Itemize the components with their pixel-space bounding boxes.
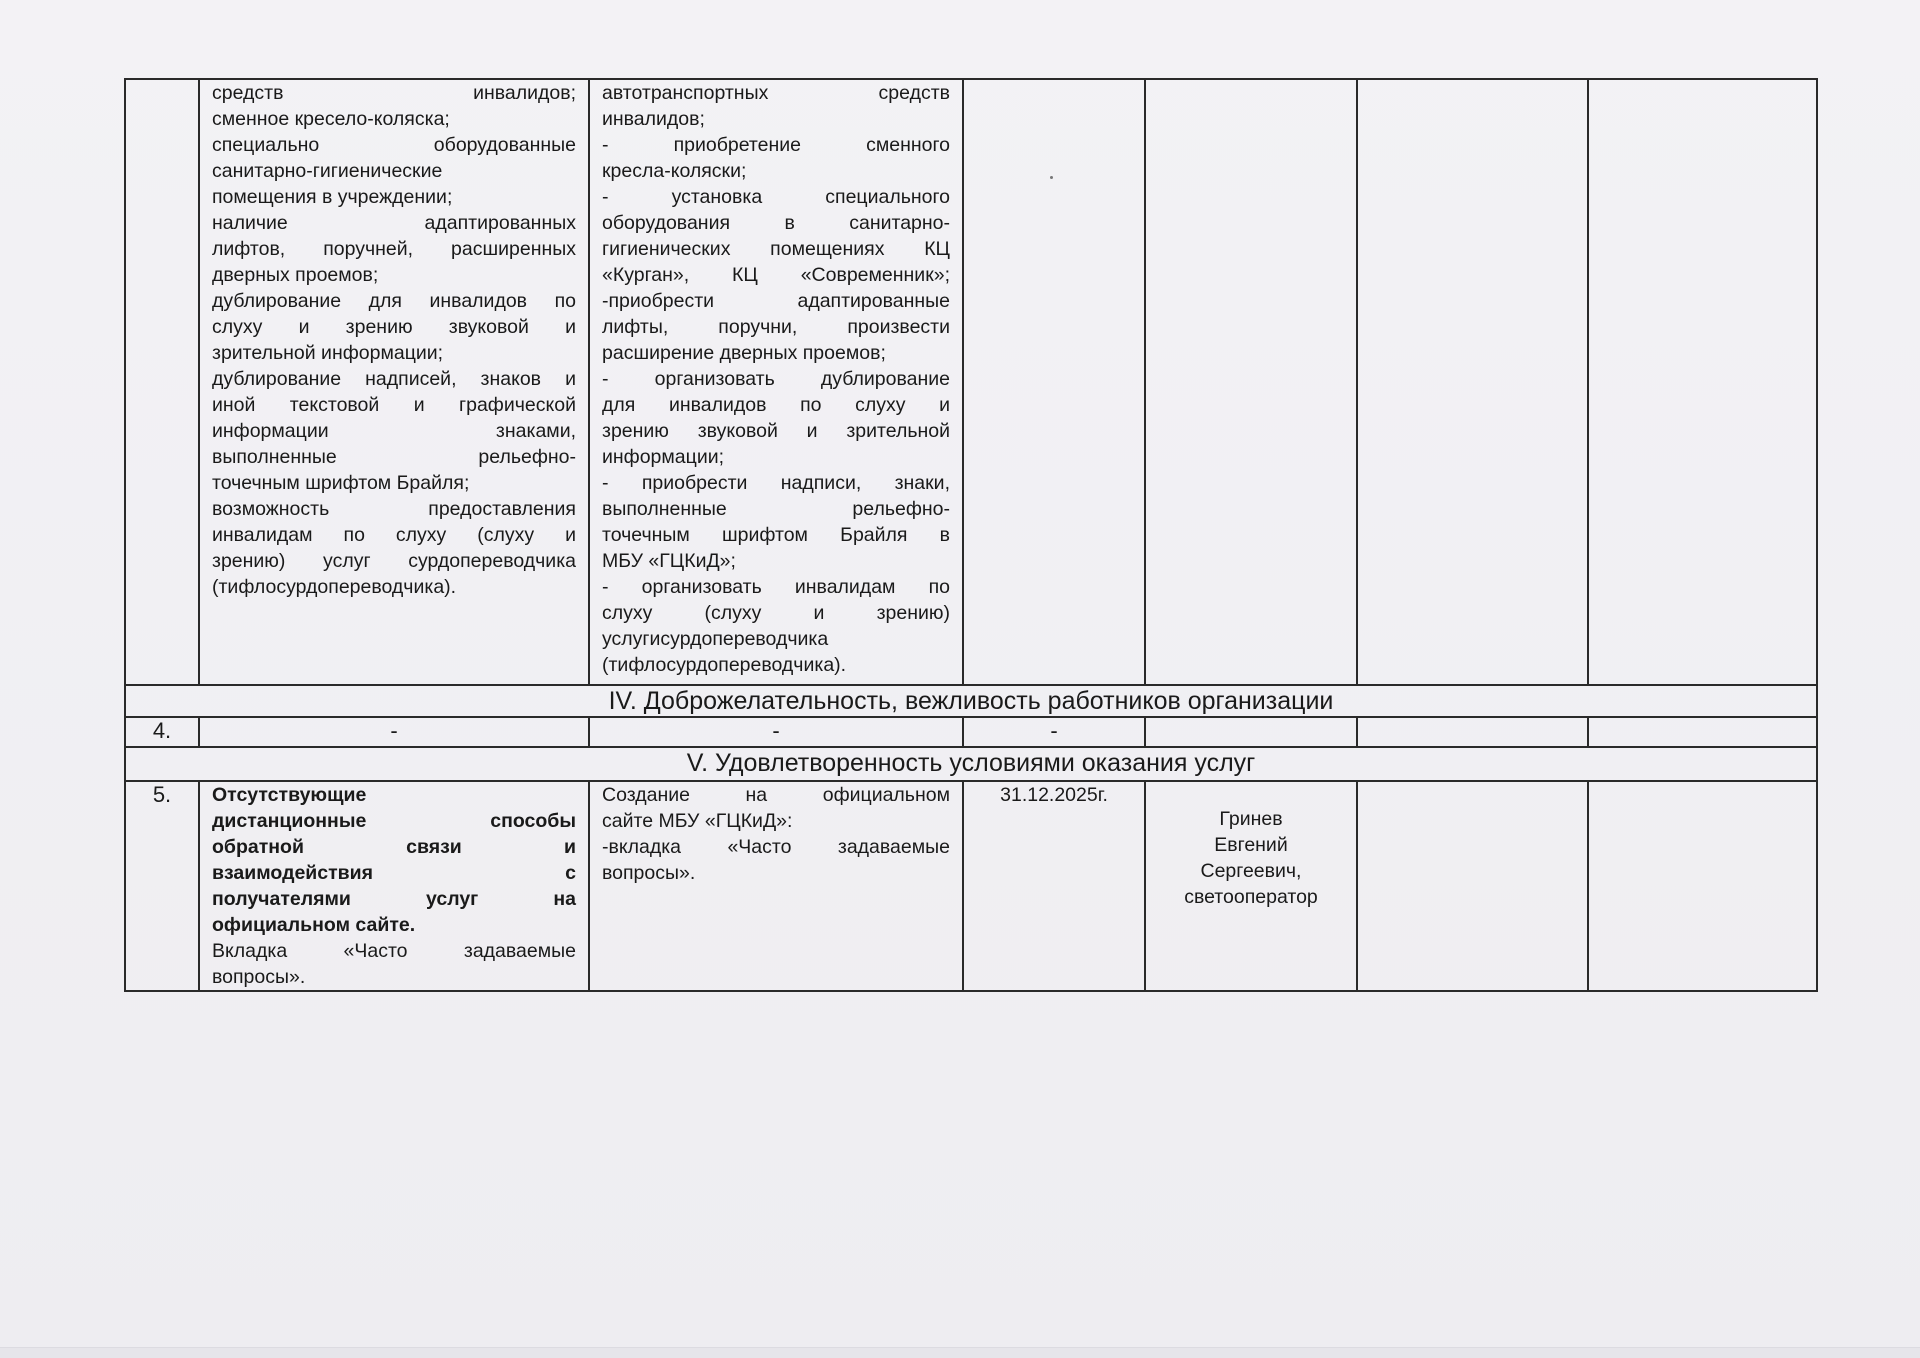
table-row bbox=[125, 717, 1817, 747]
cell-measures: Создание на официальном сайте МБУ «ГЦКиД»: -вкладка «Часто задаваемые вопросы». bbox=[589, 781, 963, 991]
table-row bbox=[125, 781, 1817, 991]
section-header-row bbox=[125, 685, 1817, 717]
cell-deadline: 31.12.2025г. bbox=[963, 781, 1145, 991]
cell-realized-measures bbox=[1357, 781, 1588, 991]
cell-measures: - bbox=[589, 717, 963, 747]
cell-deficiencies: средств инвалидов; сменное кресело-коляска; специально оборудованные санитарно-гигиенические помещения в учреждении; наличие адаптированных лифтов, поручней, расширенных дверных проемов; дублирование для инвалидов по слуху и зрению звуковой и зрительной информации; дублирование надписей, знаков и иной текстовой и графической информации знаками, выполненные рельефно- точечным шрифтом Брайля; возможность предоставления инвалидам по слуху (слуху и зрению) услуг сурдопереводчика (тифлосурдопереводчика). bbox=[199, 79, 589, 685]
page-bottom-edge bbox=[0, 1347, 1920, 1358]
section-header-row bbox=[125, 747, 1817, 781]
cell-responsible bbox=[1145, 717, 1357, 747]
section-title-v: V. Удовлетворенность условиями оказания услуг bbox=[125, 747, 1817, 781]
cell-realized-measures bbox=[1357, 79, 1588, 685]
cell-responsible bbox=[1145, 79, 1357, 685]
cell-number bbox=[125, 79, 199, 685]
cell-actual-deadline bbox=[1588, 717, 1817, 747]
row-number: 5. bbox=[125, 781, 199, 991]
cell-deficiencies: - bbox=[199, 717, 589, 747]
cell-deadline: - bbox=[963, 717, 1145, 747]
cell-realized-measures bbox=[1357, 717, 1588, 747]
improvement-plan-table bbox=[124, 78, 1818, 992]
cell-actual-deadline bbox=[1588, 781, 1817, 991]
cell-measures: автотранспортных средств инвалидов; - приобретение сменного кресла-коляски; - установка специального оборудования в санитарно- гигиенических помещениях КЦ «Курган», КЦ «Современник»; -приобрести адаптированные лифты, поручни, произвести расширение дверных проемов; - организовать дублирование для инвалидов по слуху и зрению звуковой и зрительной информации; - приобрести надписи, знаки, выполненные рельефно- точечным шрифтом Брайля в МБУ «ГЦКиД»; - организовать инвалидам по слуху (слуху и зрению) услугисурдопереводчика (тифлосурдопереводчика). bbox=[589, 79, 963, 685]
cell-responsible: Гринев Евгений Сергеевич, светооператор bbox=[1145, 781, 1357, 991]
cell-actual-deadline bbox=[1588, 79, 1817, 685]
cell-deficiencies: Отсутствующие дистанционные способы обратной связи и взаимодействия с получателями услуг на официальном сайте. Вкладка «Часто задаваемые вопросы». bbox=[199, 781, 589, 991]
table-row-continuation bbox=[125, 79, 1817, 685]
cell-deadline bbox=[963, 79, 1145, 685]
row-number: 4. bbox=[125, 717, 199, 747]
section-title-iv: IV. Доброжелательность, вежливость работников организации bbox=[125, 685, 1817, 717]
